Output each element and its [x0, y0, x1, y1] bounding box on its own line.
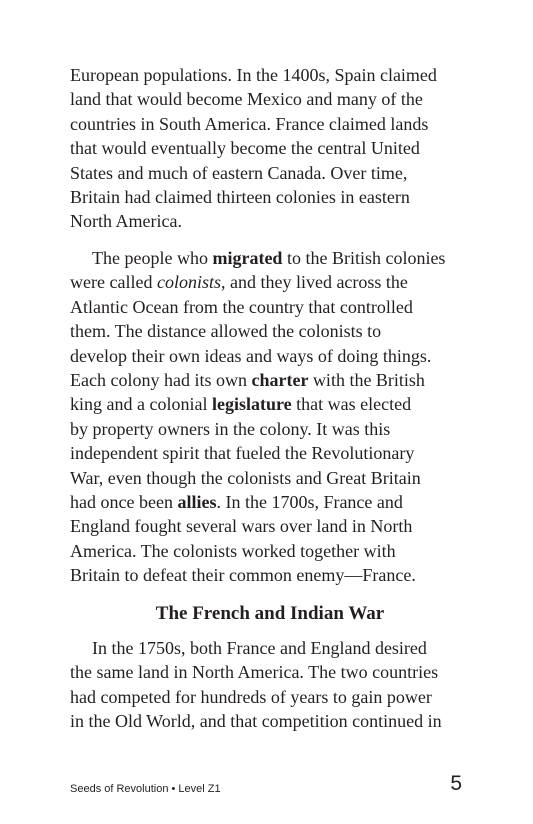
paragraph-french-indian-war — [70, 636, 470, 734]
italic-term-colonists: colonists — [156, 272, 221, 293]
text-line: in the Old World, and that competition continued in — [70, 711, 442, 732]
text-run: with the British — [308, 370, 425, 391]
page-number: 5 — [450, 772, 462, 795]
text-run: to the British colonies — [282, 248, 446, 268]
text-line: Atlantic Ocean from the country that controlled — [70, 296, 413, 317]
text-line: European populations. In the 1400s, Spain claimed — [70, 65, 437, 85]
vocab-term-migrated: migrated — [212, 248, 283, 268]
text-line: North America. — [70, 211, 182, 232]
text-line — [70, 368, 470, 392]
text-line: the same land in North America. The two countries — [70, 662, 439, 683]
text-run: had once been — [70, 492, 178, 513]
text-line — [70, 392, 470, 416]
text-line — [70, 246, 470, 270]
text-run: , and they lived across the — [220, 272, 408, 293]
text-line: Britain had claimed thirteen colonies in eastern — [70, 187, 410, 208]
paragraph-colonial-claims — [70, 63, 470, 234]
text-line: Britain to defeat their common enemy—France. — [70, 565, 416, 586]
section-heading: The French and Indian War — [155, 603, 385, 624]
text-line: England fought several wars over land in North — [70, 516, 413, 537]
text-line: countries in South America. France claimed lands — [70, 113, 429, 134]
text-line: that would eventually become the central United — [70, 138, 420, 159]
footer-book-title: Seeds of Revolution • Level Z1 — [70, 783, 221, 795]
text-line: had competed for hundreds of years to gain power — [70, 686, 432, 707]
paragraph-colonists — [70, 246, 470, 588]
text-line: land that would become Mexico and many of the — [70, 89, 423, 110]
text-line: by property owners in the colony. It was this — [70, 418, 391, 439]
vocab-term-legislature: legislature — [211, 394, 292, 415]
text-run: . In the 1700s, France and — [216, 492, 403, 513]
text-run: king and a colonial — [70, 394, 212, 415]
text-run: were called — [70, 272, 157, 293]
text-line — [70, 490, 470, 514]
text-line — [70, 270, 470, 294]
text-run: that was elected — [291, 394, 412, 415]
vocab-term-allies: allies — [177, 492, 217, 513]
vocab-term-charter: charter — [251, 370, 309, 391]
text-line: War, even though the colonists and Great Britain — [70, 467, 421, 488]
text-run: The people who — [92, 248, 213, 268]
text-line: In the 1750s, both France and England desired — [92, 638, 427, 658]
text-line: independent spirit that fueled the Revolutionary — [70, 443, 415, 464]
text-line: develop their own ideas and ways of doing things. — [70, 345, 432, 366]
text-run: Each colony had its own — [70, 370, 252, 391]
text-line: States and much of eastern Canada. Over time, — [70, 162, 408, 183]
text-line: them. The distance allowed the colonists to — [70, 321, 382, 342]
text-line: America. The colonists worked together with — [70, 540, 396, 561]
